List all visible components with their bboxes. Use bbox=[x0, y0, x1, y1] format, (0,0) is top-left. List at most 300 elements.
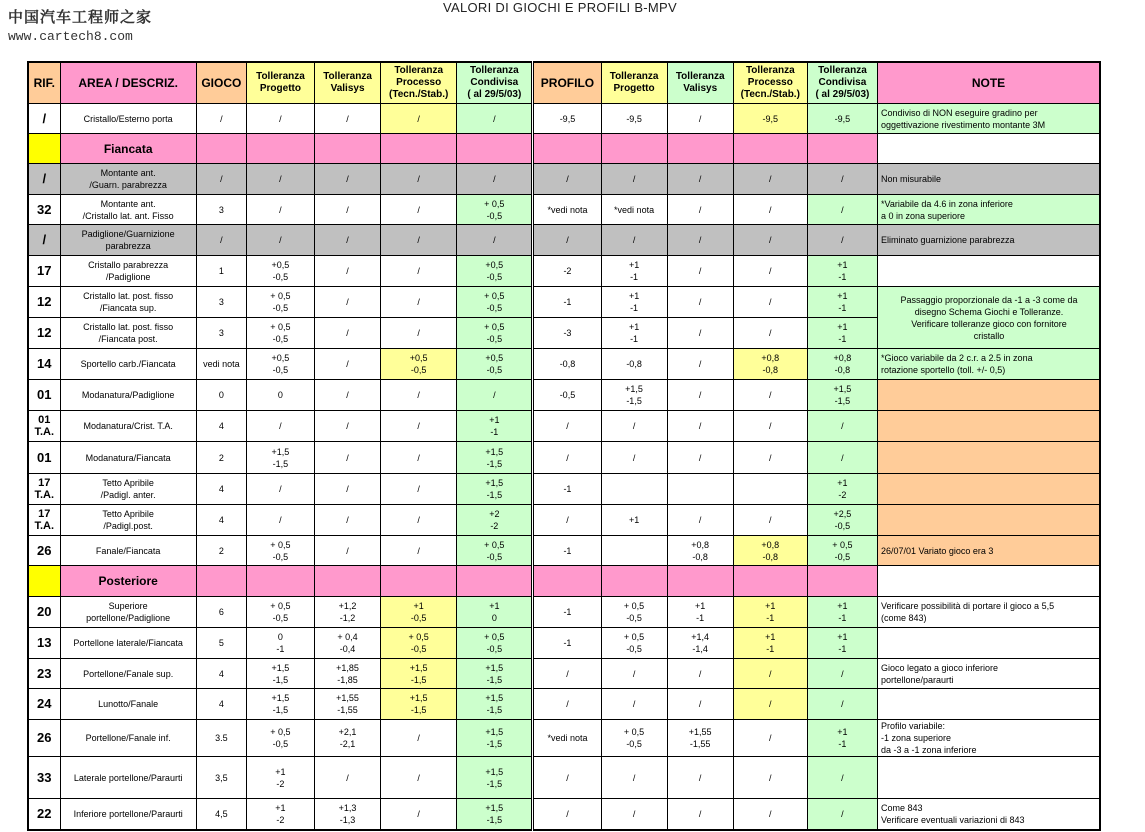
cell-line: -1 bbox=[766, 644, 775, 654]
cell-toll-condivisa bbox=[457, 104, 533, 134]
cell-profilo-toll-valisys bbox=[667, 104, 733, 134]
cell-toll-processo bbox=[381, 411, 457, 442]
cell-rif: 01 T.A. bbox=[28, 411, 60, 442]
cell-profilo-toll-condivisa bbox=[807, 689, 877, 720]
cell-line: / bbox=[346, 359, 349, 369]
cell-line: / bbox=[279, 515, 282, 525]
cell-note bbox=[877, 442, 1100, 474]
cell-line: / bbox=[346, 204, 349, 215]
cell-note bbox=[877, 597, 1100, 628]
header-profilo-toll-progetto: Tolleranza Progetto bbox=[601, 62, 667, 104]
cell-line: / bbox=[698, 328, 702, 338]
header-profilo-toll-condivisa bbox=[807, 62, 877, 104]
cell-profilo: / bbox=[533, 164, 601, 195]
cell-profilo-toll-valisys bbox=[667, 164, 733, 195]
cell-note bbox=[877, 536, 1100, 566]
cell-line: -1 bbox=[630, 334, 639, 344]
cell-line: -0,5 bbox=[486, 365, 503, 375]
watermark-url: www.cartech8.com bbox=[8, 29, 133, 44]
header-gioco: GIOCO bbox=[196, 62, 246, 104]
cell-line: -2 bbox=[276, 778, 285, 789]
cell-line: +1,5 bbox=[271, 662, 290, 673]
cell-line: 0 bbox=[277, 632, 283, 642]
cell-profilo: / bbox=[533, 225, 601, 256]
cell-line: -1,5 bbox=[486, 674, 503, 685]
cell-line: / bbox=[346, 421, 349, 431]
cell-toll-valisys bbox=[315, 411, 381, 442]
cell-toll-condivisa bbox=[457, 597, 533, 628]
cell-toll-valisys bbox=[315, 474, 381, 505]
cell-line: Modanatura/Padiglione bbox=[81, 390, 175, 400]
cell-line: -1 zona superiore bbox=[880, 733, 952, 743]
cell-line: -2 bbox=[490, 521, 499, 531]
cell-gioco: 3 bbox=[196, 287, 246, 318]
cell-profilo-toll-valisys bbox=[667, 536, 733, 566]
cell-line: -1 bbox=[838, 613, 847, 623]
cell-toll-progetto bbox=[246, 505, 314, 536]
cell-profilo-toll-progetto bbox=[601, 799, 667, 830]
cell-profilo-toll-processo bbox=[733, 380, 807, 411]
cell-line: -0,5 bbox=[410, 613, 427, 623]
cell-toll-processo bbox=[381, 104, 457, 134]
cell-line: Verificare tolleranze gioco con fornitore bbox=[911, 318, 1067, 329]
cell-gioco: 0 bbox=[196, 380, 246, 411]
cell-line: +1,5 bbox=[485, 727, 504, 737]
cell-toll-valisys bbox=[315, 256, 381, 287]
cell-toll-valisys bbox=[315, 225, 381, 256]
cell-profilo-toll-progetto bbox=[601, 287, 667, 318]
cell-line: +1,5 bbox=[485, 478, 504, 488]
cell-line: / bbox=[279, 174, 282, 184]
table-row bbox=[28, 474, 1100, 505]
cell-line: -1,85 bbox=[337, 674, 358, 685]
cell-toll-progetto bbox=[246, 757, 314, 799]
cell-line: -1,5 bbox=[486, 490, 503, 500]
cell-line: -1,5 bbox=[410, 674, 427, 685]
cell-line: /Guarn. parabrezza bbox=[89, 180, 167, 190]
cell-line: / bbox=[769, 297, 772, 307]
cell-line: / bbox=[346, 484, 349, 494]
table-row bbox=[28, 597, 1100, 628]
cell-note bbox=[877, 104, 1100, 134]
cell-line: + 0,5 bbox=[484, 322, 505, 332]
cell-line: / bbox=[279, 421, 282, 431]
cell-profilo-toll-processo bbox=[733, 628, 807, 659]
cell-line: -0,5 bbox=[410, 365, 427, 375]
cell-line: -1,5 bbox=[272, 458, 289, 469]
cell-area bbox=[60, 597, 196, 628]
cell-line: -2,1 bbox=[339, 739, 356, 749]
cell-line: + 0,5 bbox=[623, 601, 645, 611]
cell-profilo-toll-processo bbox=[733, 411, 807, 442]
cell-line: Portellone laterale/Fiancata bbox=[73, 638, 183, 648]
cell-toll-condivisa bbox=[457, 799, 533, 830]
cell-line: / bbox=[346, 545, 349, 556]
cell-line: +0,5 bbox=[485, 260, 504, 270]
cell-line: + 0,5 bbox=[270, 322, 291, 332]
cell-toll-progetto bbox=[246, 380, 314, 411]
cell-toll-condivisa bbox=[457, 164, 533, 195]
section-cell bbox=[196, 134, 246, 164]
header-profilo-toll-processo bbox=[733, 62, 807, 104]
cell-area bbox=[60, 380, 196, 411]
cell-line: +1,3 bbox=[338, 802, 357, 813]
cell-line: Lunotto/Fanale bbox=[98, 699, 159, 709]
table-row bbox=[28, 505, 1100, 536]
cell-line: -0,8 bbox=[626, 359, 642, 369]
cell-line: +1 bbox=[837, 601, 848, 611]
cell-line: -0,5 bbox=[486, 334, 503, 344]
cell-note bbox=[877, 628, 1100, 659]
cell-line: 0 bbox=[277, 390, 283, 400]
cell-area bbox=[60, 628, 196, 659]
cell-line: +1 bbox=[765, 601, 776, 611]
cell-line: / bbox=[632, 699, 636, 709]
cell-line: +1,5 bbox=[485, 693, 504, 703]
cell-line: / bbox=[346, 174, 349, 184]
cell-note bbox=[877, 256, 1100, 287]
cell-area bbox=[60, 757, 196, 799]
cell-line: +1,2 bbox=[338, 601, 357, 611]
cell-line: -0,4 bbox=[339, 644, 356, 654]
cell-line: Passaggio proporzionale da -1 a -3 come da bbox=[900, 294, 1078, 305]
section-cell bbox=[807, 134, 877, 164]
cell-profilo-toll-valisys bbox=[667, 195, 733, 225]
cell-profilo-toll-condivisa bbox=[807, 659, 877, 689]
cell-profilo-toll-condivisa bbox=[807, 256, 877, 287]
cell-gioco: 3 bbox=[196, 318, 246, 349]
cell-profilo: -1 bbox=[533, 287, 601, 318]
cell-toll-valisys bbox=[315, 349, 381, 380]
cell-profilo-toll-valisys bbox=[667, 757, 733, 799]
section-cell bbox=[667, 566, 733, 597]
cell-profilo-toll-condivisa bbox=[807, 225, 877, 256]
cell-profilo: / bbox=[533, 757, 601, 799]
cell-toll-processo bbox=[381, 536, 457, 566]
cell-toll-processo bbox=[381, 597, 457, 628]
header-text: (Tecn./Stab.) bbox=[740, 89, 800, 100]
cell-line: / bbox=[769, 235, 772, 245]
cell-toll-valisys bbox=[315, 164, 381, 195]
cell-profilo-toll-progetto bbox=[601, 659, 667, 689]
table-row bbox=[28, 442, 1100, 474]
cell-profilo-toll-processo bbox=[733, 287, 807, 318]
cell-note bbox=[877, 195, 1100, 225]
cell-profilo: / bbox=[533, 505, 601, 536]
cell-note bbox=[877, 380, 1100, 411]
cell-profilo-toll-condivisa bbox=[807, 536, 877, 566]
cell-line: +1 bbox=[628, 260, 640, 270]
cell-toll-condivisa bbox=[457, 349, 533, 380]
cell-gioco: / bbox=[196, 104, 246, 134]
cell-profilo-toll-progetto bbox=[601, 757, 667, 799]
cell-toll-progetto bbox=[246, 474, 314, 505]
cell-line: -0,5 bbox=[486, 303, 503, 313]
cell-profilo-toll-valisys bbox=[667, 411, 733, 442]
cell-line: / bbox=[346, 515, 349, 525]
cell-toll-processo bbox=[381, 164, 457, 195]
cell-line: Verificare eventuali variazioni di 843 bbox=[880, 814, 1025, 825]
cell-toll-condivisa bbox=[457, 757, 533, 799]
cell-line: + 0,5 bbox=[408, 632, 429, 642]
cell-line: Laterale portellone/Paraurti bbox=[73, 772, 183, 783]
cell-line: -0,5 bbox=[272, 272, 289, 282]
cell-line: / bbox=[632, 452, 636, 463]
cell-line: -1 bbox=[696, 613, 705, 623]
cell-line: +1,5 bbox=[833, 384, 852, 394]
cell-gioco: 4 bbox=[196, 411, 246, 442]
cell-line: -1,5 bbox=[410, 705, 427, 715]
cell-gioco: 4 bbox=[196, 659, 246, 689]
cell-profilo-toll-progetto bbox=[601, 349, 667, 380]
cell-profilo: -1 bbox=[533, 536, 601, 566]
cell-line: parabrezza bbox=[105, 241, 151, 251]
cell-toll-condivisa bbox=[457, 474, 533, 505]
cell-profilo-toll-condivisa bbox=[807, 318, 877, 349]
header-text: Processo bbox=[747, 77, 793, 88]
cell-rif: 32 bbox=[28, 195, 60, 225]
cell-profilo: -1 bbox=[533, 628, 601, 659]
cell-line: -1 bbox=[838, 334, 847, 344]
cell-toll-condivisa bbox=[457, 505, 533, 536]
cell-note bbox=[877, 474, 1100, 505]
cell-note bbox=[877, 287, 1100, 349]
section-cell bbox=[246, 566, 314, 597]
cell-line: rotazione sportello (toll. +/- 0,5) bbox=[880, 365, 1006, 375]
cell-toll-processo bbox=[381, 757, 457, 799]
watermark-chinese: 中国汽车工程师之家 bbox=[8, 8, 153, 26]
cell-toll-progetto bbox=[246, 104, 314, 134]
cell-profilo-toll-condivisa bbox=[807, 628, 877, 659]
cell-toll-progetto bbox=[246, 256, 314, 287]
cell-line: +1 bbox=[837, 727, 848, 737]
cell-profilo-toll-processo bbox=[733, 536, 807, 566]
cell-line: -1,5 bbox=[486, 778, 503, 789]
cell-line: +0,5 bbox=[271, 353, 290, 363]
header-text: Tolleranza bbox=[394, 65, 444, 76]
section-cell bbox=[246, 134, 314, 164]
cell-line: / bbox=[279, 204, 282, 215]
cell-line: / bbox=[346, 235, 349, 245]
cell-line: / bbox=[493, 174, 496, 184]
cell-line: / bbox=[346, 113, 349, 124]
cell-toll-processo bbox=[381, 659, 457, 689]
cell-line: +0,5 bbox=[485, 353, 504, 363]
cell-note bbox=[877, 505, 1100, 536]
cell-line: Gioco legato a gioco inferiore bbox=[880, 662, 999, 673]
cell-profilo-toll-processo bbox=[733, 225, 807, 256]
cell-rif: 23 bbox=[28, 659, 60, 689]
cell-profilo-toll-condivisa bbox=[807, 597, 877, 628]
cell-toll-valisys bbox=[315, 628, 381, 659]
cell-line: / bbox=[279, 113, 282, 124]
cell-toll-processo bbox=[381, 349, 457, 380]
cell-area bbox=[60, 474, 196, 505]
cell-profilo-toll-valisys bbox=[667, 442, 733, 474]
cell-toll-valisys bbox=[315, 597, 381, 628]
cell-line: Inferiore portellone/Paraurti bbox=[73, 808, 183, 819]
tolerance-table bbox=[27, 61, 1101, 831]
cell-line: / bbox=[841, 668, 844, 679]
cell-area bbox=[60, 799, 196, 830]
header-text: Tolleranza bbox=[745, 65, 795, 76]
cell-profilo: *vedi nota bbox=[533, 195, 601, 225]
header-row bbox=[28, 62, 1100, 104]
cell-toll-processo bbox=[381, 195, 457, 225]
cell-line: +1,5 bbox=[409, 662, 428, 673]
cell-line: -0,5 bbox=[626, 613, 642, 623]
cell-gioco: 5 bbox=[196, 628, 246, 659]
cell-line: / bbox=[698, 808, 702, 819]
cell-profilo-toll-valisys bbox=[667, 318, 733, 349]
cell-line: / bbox=[417, 297, 420, 307]
cell-profilo: -3 bbox=[533, 318, 601, 349]
cell-line: / bbox=[698, 359, 702, 369]
cell-line: / bbox=[417, 452, 420, 463]
cell-line: -0,5 bbox=[626, 644, 642, 654]
section-cell bbox=[315, 566, 381, 597]
cell-line: / bbox=[417, 204, 420, 215]
cell-rif: 14 bbox=[28, 349, 60, 380]
cell-line: -1,5 bbox=[486, 458, 503, 469]
cell-line: cristallo bbox=[973, 330, 1005, 341]
cell-line: / bbox=[698, 421, 702, 431]
cell-line: -1,3 bbox=[339, 814, 356, 825]
cell-toll-valisys bbox=[315, 380, 381, 411]
cell-profilo-toll-processo bbox=[733, 505, 807, 536]
cell-profilo-toll-condivisa bbox=[807, 720, 877, 757]
cell-profilo-toll-progetto bbox=[601, 474, 667, 505]
cell-line: +1 bbox=[837, 260, 848, 270]
cell-line: / bbox=[769, 390, 772, 400]
cell-profilo-toll-valisys bbox=[667, 256, 733, 287]
cell-line: / bbox=[417, 328, 420, 338]
cell-line: -0,5 bbox=[486, 210, 503, 221]
cell-line: -1 bbox=[630, 303, 639, 313]
cell-toll-condivisa bbox=[457, 195, 533, 225]
cell-profilo: *vedi nota bbox=[533, 720, 601, 757]
cell-line: Montante ant. bbox=[100, 198, 156, 209]
cell-profilo: / bbox=[533, 689, 601, 720]
cell-line: + 0,5 bbox=[623, 632, 645, 642]
table-row bbox=[28, 349, 1100, 380]
cell-line: / bbox=[769, 733, 772, 743]
cell-line: / bbox=[841, 204, 844, 215]
cell-line: Non misurabile bbox=[880, 174, 942, 184]
cell-line: -1 bbox=[630, 272, 639, 282]
section-cell bbox=[733, 566, 807, 597]
cell-toll-condivisa bbox=[457, 659, 533, 689]
cell-line: (come 843) bbox=[880, 613, 927, 623]
cell-toll-valisys bbox=[315, 505, 381, 536]
cell-gioco: 2 bbox=[196, 536, 246, 566]
cell-profilo-toll-processo bbox=[733, 720, 807, 757]
cell-profilo-toll-processo bbox=[733, 757, 807, 799]
cell-profilo-toll-valisys bbox=[667, 380, 733, 411]
cell-line: / bbox=[698, 113, 702, 124]
cell-profilo-toll-processo bbox=[733, 442, 807, 474]
cell-rif: / bbox=[28, 225, 60, 256]
table-row bbox=[28, 104, 1100, 134]
cell-toll-progetto bbox=[246, 349, 314, 380]
cell-line: +1 bbox=[628, 515, 640, 525]
cell-rif: 17 bbox=[28, 256, 60, 287]
cell-gioco: / bbox=[196, 164, 246, 195]
cell-toll-progetto bbox=[246, 318, 314, 349]
cell-line: / bbox=[769, 699, 772, 709]
header-text: ( al 29/5/03) bbox=[815, 89, 870, 100]
table-row bbox=[28, 287, 1100, 318]
cell-profilo-toll-processo bbox=[733, 349, 807, 380]
cell-line: Cristallo parabrezza bbox=[88, 260, 169, 270]
cell-profilo-toll-condivisa bbox=[807, 164, 877, 195]
cell-rif: 13 bbox=[28, 628, 60, 659]
cell-line: +2 bbox=[489, 509, 500, 519]
cell-toll-progetto bbox=[246, 225, 314, 256]
cell-line: / bbox=[493, 390, 496, 400]
cell-line: -9,5 bbox=[626, 113, 642, 124]
cell-line: da -3 a -1 zona inferiore bbox=[880, 745, 977, 755]
cell-line: -0,5 bbox=[272, 303, 289, 313]
cell-line: -0,8 bbox=[762, 551, 779, 562]
cell-line: + 0,5 bbox=[270, 539, 291, 550]
cell-line: -1 bbox=[838, 739, 847, 749]
header-text: (Tecn./Stab.) bbox=[389, 89, 449, 100]
header-text: Processo bbox=[396, 77, 442, 88]
cell-line: Montante ant. bbox=[100, 168, 156, 178]
cell-line: + 0,5 bbox=[832, 539, 853, 550]
cell-toll-progetto bbox=[246, 536, 314, 566]
cell-line: / bbox=[698, 297, 702, 307]
cell-line: +0,8 bbox=[761, 539, 780, 550]
header-note: NOTE bbox=[877, 62, 1100, 104]
cell-line: / bbox=[417, 545, 420, 556]
cell-line: -0,5 bbox=[626, 739, 642, 749]
cell-area bbox=[60, 225, 196, 256]
cell-profilo: / bbox=[533, 659, 601, 689]
table-row bbox=[28, 628, 1100, 659]
cell-toll-condivisa bbox=[457, 628, 533, 659]
table-row bbox=[28, 411, 1100, 442]
cell-line: / bbox=[841, 452, 844, 463]
cell-toll-valisys bbox=[315, 689, 381, 720]
cell-profilo-toll-progetto bbox=[601, 195, 667, 225]
cell-profilo: / bbox=[533, 442, 601, 474]
cell-toll-condivisa bbox=[457, 225, 533, 256]
cell-profilo-toll-valisys bbox=[667, 799, 733, 830]
cell-line: -1,5 bbox=[272, 705, 289, 715]
cell-line: / bbox=[841, 808, 844, 819]
section-marker bbox=[28, 566, 60, 597]
cell-profilo-toll-valisys bbox=[667, 689, 733, 720]
cell-profilo: -0,5 bbox=[533, 380, 601, 411]
cell-toll-progetto bbox=[246, 799, 314, 830]
table-row bbox=[28, 225, 1100, 256]
cell-line: +1 bbox=[489, 415, 500, 425]
cell-line: -1,55 bbox=[337, 705, 358, 715]
cell-area bbox=[60, 318, 196, 349]
cell-area bbox=[60, 689, 196, 720]
section-cell bbox=[457, 134, 533, 164]
cell-line: / bbox=[632, 421, 636, 431]
cell-line: / bbox=[279, 484, 282, 494]
cell-line: +1,5 bbox=[485, 662, 504, 673]
cell-profilo-toll-progetto bbox=[601, 256, 667, 287]
cell-profilo-toll-progetto bbox=[601, 442, 667, 474]
cell-line: Sportello carb./Fiancata bbox=[80, 359, 176, 369]
cell-line: -0,5 bbox=[272, 551, 289, 562]
cell-area bbox=[60, 720, 196, 757]
